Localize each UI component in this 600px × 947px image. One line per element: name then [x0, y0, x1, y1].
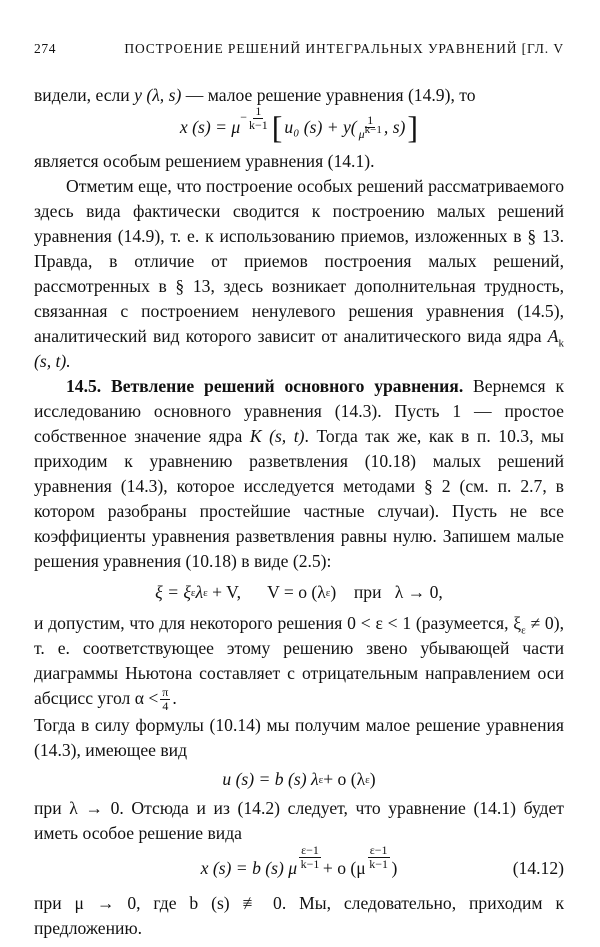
- running-header: [34, 36, 564, 61]
- equation-3: u (s) = b (s) λ ε + o (λ ε ): [222, 769, 376, 790]
- paragraph-4: и допустим, что для некоторого решения 0 < ε < 1 (разумеется, $\xi_\varepsilon \ne 0$), т. е. соответствующее этому решению звено убывающей части диаграммы Ньютона составляет с отрицательным направлением оси абсцисс угол α < $\frac{\pi}{4}$ .: [34, 613, 564, 714]
- equation-2: ξ = ξ ε λ ε + V, V = o (λ ε ) при λ → 0,: [155, 582, 443, 602]
- section-number: 14.5.: [66, 376, 102, 396]
- equation-1: x (s) = μ − $\frac{1}{k-1}$ [ u₀ (s) + y( $\frac{1}{\mu k-1}$ , s) ]: [179, 104, 419, 145]
- paragraph-3: Отметим еще, что построение особых решений рассматриваемого здесь вида фактически сводится к построению малых решений уравнения (14.9), т. е. к использованию приемов, изложенных в § 13. Правда, в отличие от приемов построения малых решений, рассмотренных в § 13, здесь возникает дополнительная трудность, связанная с построением ненулевого решения уравнения (14.5), аналитический вид которого зависит от аналитического вида ядра $A_k$ (s, t).: [34, 176, 564, 371]
- equation-4: x (s) = b (s) μ $\frac{\varepsilon-1}{k-1}$ + o (μ $\frac{\varepsilon-1}{k-1}$ ) (14.12): [34, 856, 564, 881]
- paragraph-7: при μ → 0, где b (s) ≢ 0. Мы, следовательно, приходим к предложению.: [34, 893, 564, 939]
- section-14-5: 14.5. Ветвление решений основного уравнения. Вернемся к исследованию основного уравнения (14.3). Пусть 1 — простое собственное значение ядра K (s, t). Тогда так же, как в п. 10.3, мы приходим к уравнению разветвления (10.18) малых решений уравнения (14.3), которое исследуется методами § 2 (см. п. 2.7, в котором разобраны простейшие частные случаи). Пусть не все коэффициенты уравнения разветвления равны нулю. Запишем малые решения уравнения (10.18) в виде (2.5):: [34, 376, 564, 571]
- section-title: Ветвление решений основного уравнения.: [111, 376, 464, 396]
- paragraph-1: видели, если y (λ, s) — малое решение уравнения (14.9), то: [34, 85, 476, 105]
- math-y: y (λ, s): [134, 85, 182, 105]
- paragraph-6: при λ → 0. Отсюда и из (14.2) следует, что уравнение (14.1) будет иметь особое решение вида: [34, 798, 564, 844]
- running-title: ПОСТРОЕНИЕ РЕШЕНИЙ ИНТЕГРАЛЬНЫХ УРАВНЕНИЙ [ГЛ. V: [124, 41, 564, 56]
- equation-number: (14.12): [512, 858, 564, 879]
- paragraph-2: является особым решением уравнения (14.1).: [34, 151, 375, 171]
- paragraph-5: Тогда в силу формулы (10.14) мы получим малое решение уравнения (14.3), имеющее вид: [34, 715, 564, 761]
- page-number: 274: [34, 41, 57, 56]
